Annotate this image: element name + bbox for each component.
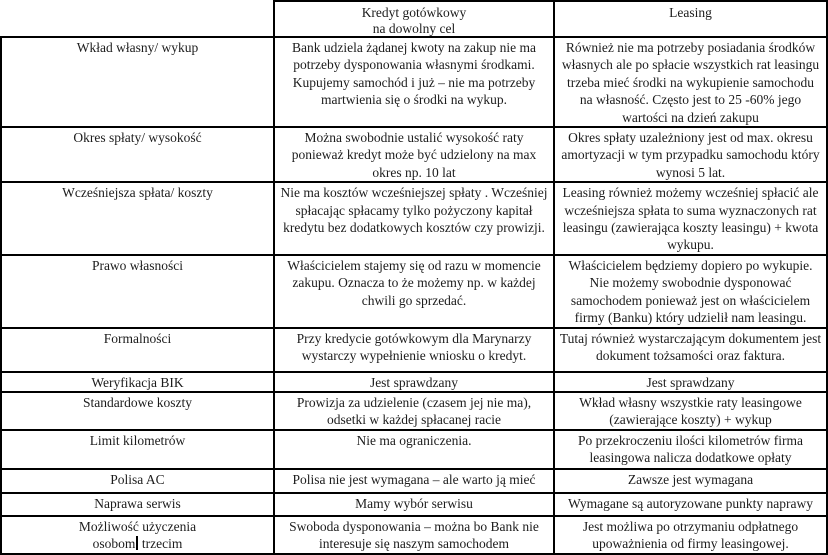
leasing-cell[interactable]: Leasing również możemy wcześniej spłacić ale wcześniejsza spłata to suma wyznaczonych rat leasingu (zawierająca koszty leasingu) + kwota wykupu. <box>554 182 827 255</box>
kredyt-cell[interactable]: Przy kredycie gotówkowym dla Marynarzy wystarczy wypełnienie wniosku o kredyt. <box>274 328 554 372</box>
table-row <box>1 328 827 372</box>
row-label-line2-before: osobom <box>92 536 136 552</box>
row-label-cell[interactable]: Wcześniejsza spłata/ koszty <box>1 182 274 255</box>
leasing-cell[interactable]: Po przekroczeniu ilości kilometrów firma leasingowa nalicza dodatkowe opłaty <box>554 430 827 469</box>
kredyt-cell[interactable]: Nie ma kosztów wcześniejszej spłaty . Wcześniej spłacając spłacamy tylko pożyczony kapitał kredytu bez dodatkowych kosztów czy prowizji. <box>274 182 554 255</box>
kredyt-cell[interactable]: Można swobodnie ustalić wysokość raty ponieważ kredyt może być udzielony na max okres np. 10 lat <box>274 127 554 182</box>
kredyt-cell[interactable]: Jest sprawdzany <box>274 372 554 392</box>
row-label-line2-after: trzecim <box>141 536 183 552</box>
header-empty-cell[interactable] <box>1 1 274 37</box>
leasing-cell[interactable]: Jest możliwa po otrzymaniu odpłatnego upoważnienia od firmy leasingowej. <box>554 516 827 554</box>
table-row <box>1 516 827 554</box>
leasing-cell[interactable]: Tutaj również wystarczającym dokumentem jest dokument tożsamości oraz faktura. <box>554 328 827 372</box>
leasing-cell[interactable]: Wymagane są autoryzowane punkty naprawy <box>554 493 827 516</box>
table-row <box>1 182 827 255</box>
table-row <box>1 37 827 127</box>
table-row <box>1 372 827 392</box>
table-row <box>1 430 827 469</box>
row-label-cell[interactable]: Wkład własny/ wykup <box>1 37 274 127</box>
table-row <box>1 255 827 328</box>
leasing-cell[interactable]: Zawsze jest wymagana <box>554 469 827 493</box>
header-leasing-cell[interactable]: Leasing <box>554 1 827 37</box>
row-label-cell[interactable]: Prawo własności <box>1 255 274 328</box>
leasing-cell[interactable]: Również nie ma potrzeby posiadania środków własnych ale po spłacie wszystkich rat leasingu trzeba mieć środki na wykupienie samochodu na własność. Często jest to 25 -60% jego wartości na dzień zakupu <box>554 37 827 127</box>
kredyt-cell[interactable]: Swoboda dysponowania – można bo Bank nie interesuje się naszym samochodem <box>274 516 554 554</box>
table-row <box>1 493 827 516</box>
row-label-line2 <box>6 535 269 552</box>
leasing-cell[interactable]: Jest sprawdzany <box>554 372 827 392</box>
row-label-line1: Możliwość użyczenia <box>78 518 197 534</box>
table-row <box>1 127 827 182</box>
row-label-cell[interactable]: Standardowe koszty <box>1 392 274 430</box>
text-cursor <box>136 536 138 550</box>
row-label-cell[interactable]: Okres spłaty/ wysokość <box>1 127 274 182</box>
header-row <box>1 1 827 37</box>
table-row <box>1 392 827 430</box>
row-label-cell[interactable]: Limit kilometrów <box>1 430 274 469</box>
row-label-cell[interactable]: Polisa AC <box>1 469 274 493</box>
leasing-cell[interactable]: Właścicielem będziemy dopiero po wykupie. Nie możemy swobodnie dysponować samochodem ponieważ jest on właścicielem firmy (Banku) który udzielił nam leasingu. <box>554 255 827 328</box>
table-row <box>1 469 827 493</box>
kredyt-cell[interactable]: Właścicielem stajemy się od razu w momencie zakupu. Oznacza to że możemy np. w każdej chwili go sprzedać. <box>274 255 554 328</box>
row-label-cell[interactable]: Weryfikacja BIK <box>1 372 274 392</box>
row-label-cell[interactable] <box>1 516 274 554</box>
header-kredyt-cell[interactable] <box>274 1 554 37</box>
leasing-cell[interactable]: Wkład własny wszystkie raty leasingowe (zawierające koszty) + wykup <box>554 392 827 430</box>
kredyt-cell[interactable]: Polisa nie jest wymagana – ale warto ją mieć <box>274 469 554 493</box>
kredyt-cell[interactable]: Mamy wybór serwisu <box>274 493 554 516</box>
header-kredyt-line2: na dowolny cel <box>372 20 456 36</box>
kredyt-cell[interactable]: Bank udziela żądanej kwoty na zakup nie ma potrzeby dysponowania własnymi środkami. Kupujemy samochód i już – nie ma potrzeby martwienia się o środki na wykup. <box>274 37 554 127</box>
header-kredyt-line1: Kredyt gotówkowy <box>361 5 467 20</box>
leasing-cell[interactable]: Okres spłaty uzależniony jest od max. okresu amortyzacji w tym przypadku samochodu który wynosi 5 lat. <box>554 127 827 182</box>
kredyt-cell[interactable]: Nie ma ograniczenia. <box>274 430 554 469</box>
row-label-cell[interactable]: Formalności <box>1 328 274 372</box>
kredyt-cell[interactable]: Prowizja za udzielenie (czasem jej nie ma), odsetki w każdej spłacanej racie <box>274 392 554 430</box>
row-label-cell[interactable]: Naprawa serwis <box>1 493 274 516</box>
